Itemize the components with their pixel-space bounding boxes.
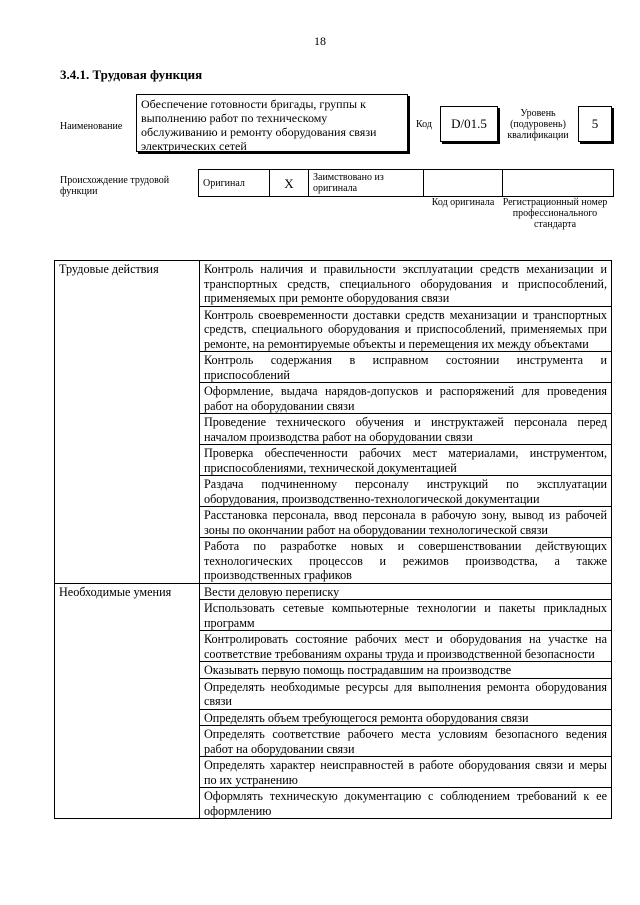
labor-action-item: Расстановка персонала, ввод персонала в рабочую зону, вывод из рабочей зоны по окончании работ на оборудовании технологической связи bbox=[200, 507, 612, 538]
page-number: 18 bbox=[314, 34, 326, 48]
required-skill-item: Определять объем требующегося ремонта оборудования связи bbox=[200, 709, 612, 726]
required-skill-group-label: Необходимые умения bbox=[55, 583, 200, 819]
borrowed-label: Заимствовано из оригинала bbox=[309, 170, 424, 197]
code-original-cell bbox=[424, 170, 503, 197]
labor-action-item: Контроль своевременности доставки средств механизации и транспортных средств, специального оборудования и приспособлений, применяемых при ремонте, на ремонтируемые объекты и перемещения их между объектами bbox=[200, 306, 612, 352]
labor-action-item: Контроль наличия и правильности эксплуатации средств механизации и транспортных средств, специального оборудования и приспособлений, применяемых при ремонте оборудования связи bbox=[200, 261, 612, 307]
original-label: Оригинал bbox=[199, 170, 270, 197]
required-skill-item: Контролировать состояние рабочих мест и оборудования на участке на соответствие требованиям охраны труда и производственной безопасности bbox=[200, 631, 612, 662]
required-skill-item: Определять соответствие рабочего места условиям безопасного ведения работ на оборудовании связи bbox=[200, 726, 612, 757]
labor-action-group-label: Трудовые действия bbox=[55, 261, 200, 584]
labor-action-item: Проверка обеспеченности рабочих мест материалами, инструментом, приспособлениями, технической документацией bbox=[200, 445, 612, 476]
labor-action-item: Раздача подчиненному персоналу инструкций по эксплуатации оборудования, производственно-технологической документации bbox=[200, 476, 612, 507]
original-mark: X bbox=[270, 170, 309, 197]
required-skill-item: Определять характер неисправностей в работе оборудования связи и меры по их устранению bbox=[200, 757, 612, 788]
functions-table bbox=[54, 260, 612, 819]
labor-action-item: Проведение технического обучения и инструктажей персонала перед началом производства работ на оборудовании связи bbox=[200, 414, 612, 445]
labor-action-item: Оформление, выдача нарядов-допусков и распоряжений для проведения работ на оборудовании связи bbox=[200, 383, 612, 414]
reg-number-cell bbox=[503, 170, 614, 197]
code-label: Код bbox=[416, 119, 432, 130]
required-skill-item: Оформлять техническую документацию с соблюдением требований к ее оформлению bbox=[200, 788, 612, 819]
code-original-label: Код оригинала bbox=[431, 197, 495, 208]
name-label: Наименование bbox=[60, 121, 123, 132]
section-title: 3.4.1. Трудовая функция bbox=[60, 67, 203, 82]
required-skill-item: Определять необходимые ресурсы для выполнения ремонта оборудования связи bbox=[200, 678, 612, 709]
level-label: Уровень (подуровень) квалификации bbox=[507, 108, 569, 141]
required-skill-item: Вести деловую переписку bbox=[200, 583, 612, 600]
required-skill-item: Оказывать первую помощь пострадавшим на производстве bbox=[200, 662, 612, 679]
functions-table-body bbox=[55, 261, 612, 819]
function-name-box: Обеспечение готовности бригады, группы к выполнению работ по техническому обслуживанию и ремонту оборудования связи электрических сетей bbox=[136, 94, 408, 152]
origin-label: Происхождение трудовой функции bbox=[60, 175, 170, 197]
code-value-box: D/01.5 bbox=[440, 106, 498, 142]
origin-table bbox=[198, 169, 614, 197]
labor-action-item: Контроль содержания в исправном состоянии инструмента и приспособлений bbox=[200, 352, 612, 383]
required-skill-item: Использовать сетевые компьютерные технологии и пакеты прикладных программ bbox=[200, 600, 612, 631]
labor-action-item: Работа по разработке новых и совершенствовании действующих технологических процессов и режимов производства, а также производственных графиков bbox=[200, 538, 612, 584]
required-skill-row bbox=[55, 583, 612, 600]
level-value-box: 5 bbox=[578, 106, 612, 142]
reg-number-label: Регистрационный номер профессионального стандарта bbox=[502, 197, 608, 230]
labor-action-row bbox=[55, 261, 612, 307]
